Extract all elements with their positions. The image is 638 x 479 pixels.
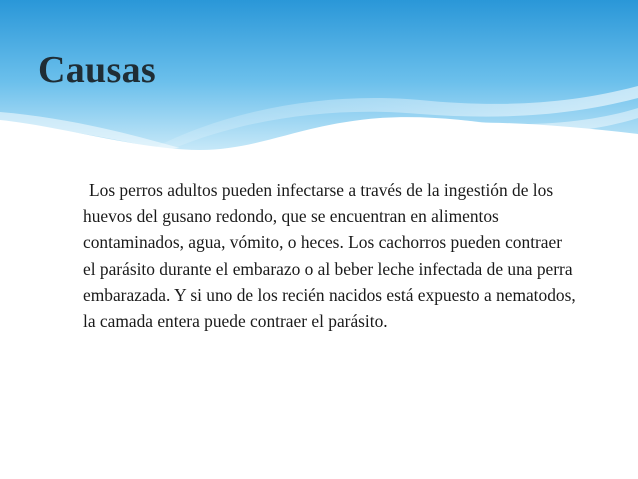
slide-title: Causas bbox=[38, 49, 156, 91]
slide-body-text: Los perros adultos pueden infectarse a través de la ingestión de los huevos del gusano redondo, que se encuentran en alimentos contaminados, agua, vómito, o heces. Los cachorros pueden contraer el parásito durante el embarazo o al beber leche infectada de una perra embarazada. Y si uno de los recién nacidos está expuesto a nematodos, la camada entera puede contraer el parásito. bbox=[83, 180, 576, 332]
